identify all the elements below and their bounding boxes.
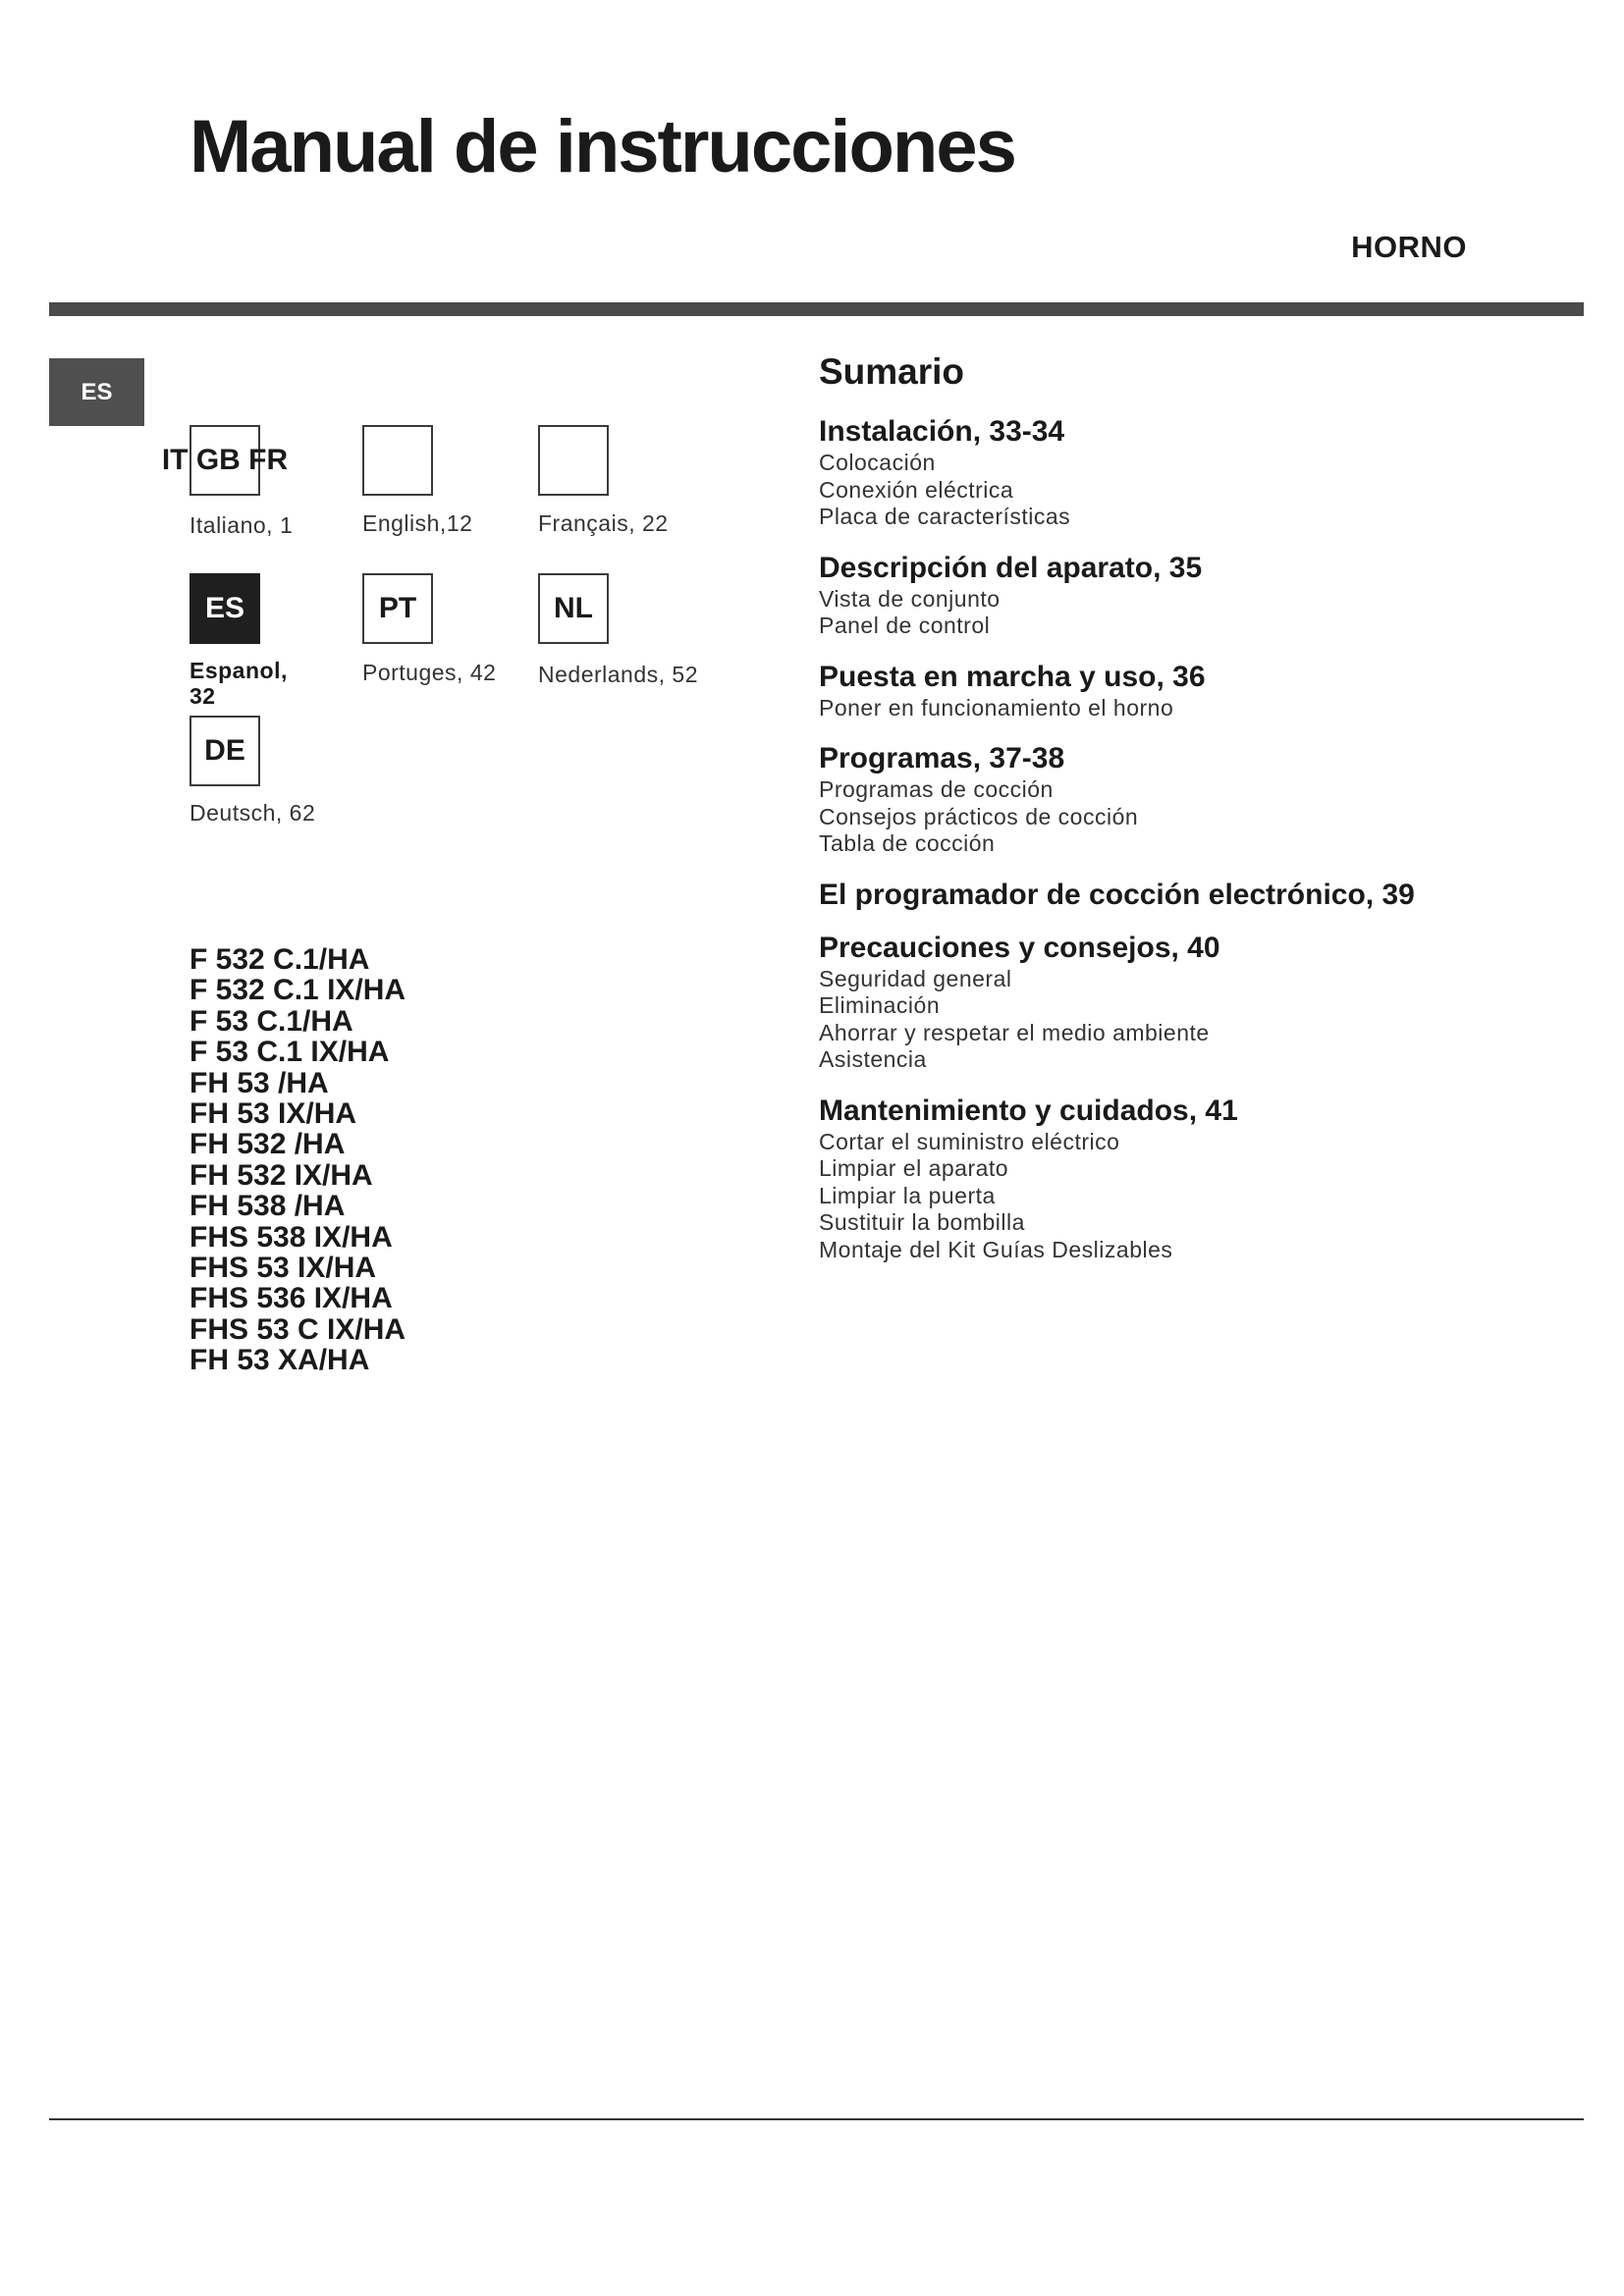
lang-box-spanish[interactable]: ES (189, 573, 260, 644)
toc-item[interactable]: Limpiar la puerta (819, 1182, 996, 1208)
lang-label-dutch: Nederlands, 52 (538, 662, 698, 687)
lang-box-english[interactable] (362, 425, 433, 496)
model-list (189, 944, 406, 1376)
model-item: F 53 C.1 IX/HA (189, 1036, 390, 1069)
toc-item[interactable]: Eliminación (819, 992, 941, 1018)
toc-item[interactable]: Consejos prácticos de cocción (819, 803, 1139, 829)
toc-item[interactable]: Placa de características (819, 504, 1071, 529)
lang-label-portuguese: Portuges, 42 (362, 660, 497, 685)
toc-section-mantenimiento (819, 1095, 1447, 1264)
lang-label-english: English,12 (362, 510, 473, 536)
toc-heading[interactable]: Descripción del aparato, 35 (819, 551, 1203, 584)
lang-box-german[interactable]: DE (189, 716, 260, 786)
lang-box-it-gb-fr[interactable]: IT GB FR (189, 425, 260, 496)
model-item: FHS 53 C IX/HA (189, 1312, 406, 1346)
page-title: Manual de instrucciones (189, 105, 1015, 188)
lang-label-italian: Italiano, 1 (189, 512, 294, 538)
product-type: HORNO (1351, 230, 1467, 264)
model-item: FH 532 /HA (189, 1128, 346, 1161)
toc-heading[interactable]: El programador de cocción electrónico, 39 (819, 878, 1415, 911)
toc-item[interactable]: Panel de control (819, 613, 991, 638)
model-item: FHS 53 IX/HA (189, 1252, 377, 1285)
toc-item[interactable]: Vista de conjunto (819, 585, 1001, 612)
table-of-contents (819, 416, 1447, 1285)
model-item: F 53 C.1/HA (189, 1004, 353, 1038)
model-item: FH 53 IX/HA (189, 1097, 357, 1131)
toc-item[interactable]: Montaje del Kit Guías Deslizables (819, 1236, 1173, 1262)
toc-item[interactable]: Seguridad general (819, 965, 1012, 991)
toc-section-instalacion (819, 416, 1447, 531)
toc-heading[interactable]: Puesta en marcha y uso, 36 (819, 660, 1206, 693)
toc-item[interactable]: Colocación (819, 450, 936, 475)
lang-box-french[interactable] (538, 425, 609, 496)
toc-item[interactable]: Cortar el suministro eléctrico (819, 1128, 1120, 1154)
contents-title: Sumario (819, 351, 965, 392)
model-item: FH 532 IX/HA (189, 1158, 373, 1192)
footer-divider (49, 2118, 1584, 2120)
toc-heading[interactable]: Mantenimiento y cuidados, 41 (819, 1094, 1238, 1127)
toc-section-programador (819, 880, 1447, 911)
model-item: FHS 538 IX/HA (189, 1220, 393, 1254)
toc-section-puesta-en-marcha (819, 662, 1447, 722)
model-item: FH 538 /HA (189, 1190, 346, 1223)
toc-item[interactable]: Sustituir la bombilla (819, 1209, 1025, 1235)
toc-section-descripcion (819, 553, 1447, 640)
header-divider (49, 302, 1584, 316)
toc-item[interactable]: Conexión eléctrica (819, 476, 1014, 503)
toc-item[interactable]: Poner en funcionamiento el horno (819, 694, 1174, 721)
model-item: F 532 C.1 IX/HA (189, 974, 406, 1007)
language-side-tab: ES (49, 358, 144, 426)
toc-item[interactable]: Tabla de cocción (819, 830, 996, 856)
toc-item[interactable]: Ahorrar y respetar el medio ambiente (819, 1019, 1210, 1045)
lang-label-spanish: Espanol, 32 (189, 658, 288, 709)
model-item: FH 53 /HA (189, 1066, 329, 1099)
toc-section-precauciones (819, 933, 1447, 1074)
toc-item[interactable]: Asistencia (819, 1046, 927, 1072)
toc-item[interactable]: Programas de cocción (819, 776, 1054, 802)
model-item: FHS 536 IX/HA (189, 1282, 393, 1315)
model-item: FH 53 XA/HA (189, 1344, 370, 1377)
toc-section-programas (819, 743, 1447, 858)
lang-box-dutch[interactable]: NL (538, 573, 609, 644)
lang-label-french: Français, 22 (538, 510, 669, 536)
toc-heading[interactable]: Precauciones y consejos, 40 (819, 931, 1220, 964)
toc-item[interactable]: Limpiar el aparato (819, 1155, 1009, 1181)
lang-box-portuguese[interactable]: PT (362, 573, 433, 644)
lang-label-german: Deutsch, 62 (189, 800, 316, 826)
model-item: F 532 C.1/HA (189, 943, 370, 976)
toc-heading[interactable]: Programas, 37-38 (819, 742, 1065, 774)
toc-heading[interactable]: Instalación, 33-34 (819, 415, 1065, 448)
